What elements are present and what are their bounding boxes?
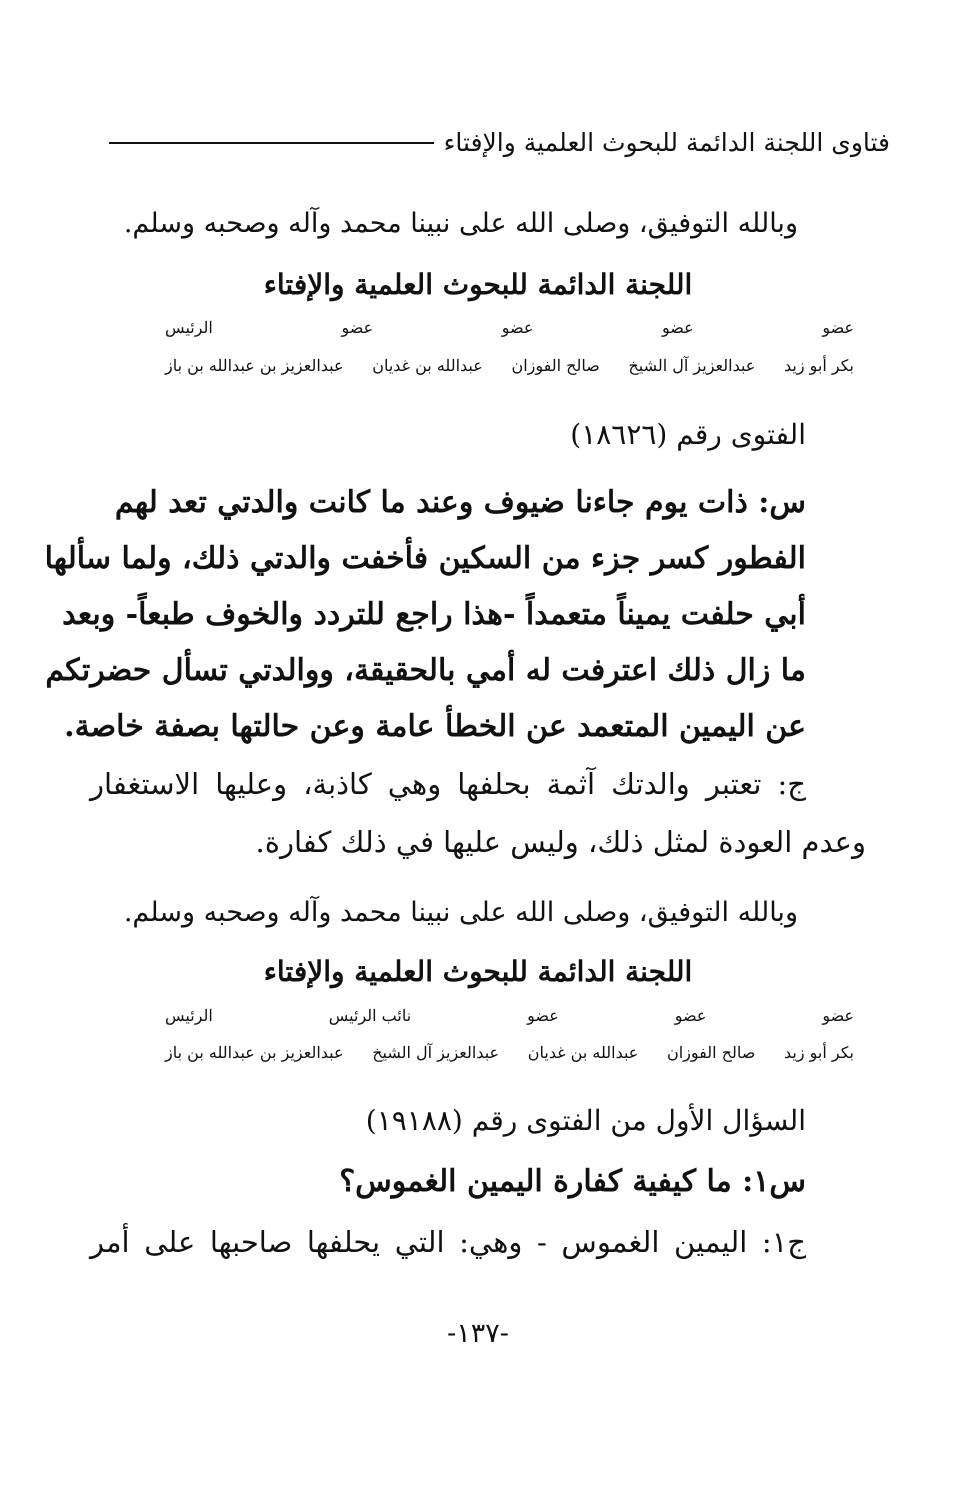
role-label: عضو <box>674 1006 707 1025</box>
signatory-name: بكر أبو زيد <box>783 1043 854 1062</box>
signatory-name: عبدالله بن غديان <box>527 1043 639 1062</box>
signatory-name: صالح الفوزان <box>666 1043 756 1062</box>
fatwa-number: الفتوى رقم (١٨٦٢٦) <box>570 418 806 451</box>
closing-formula: وبالله التوفيق، وصلى الله على نبينا محمد وآله وصحبه وسلم. <box>123 897 798 928</box>
role-label: الرئيس <box>165 1006 213 1025</box>
role-label: عضو <box>527 1006 559 1025</box>
signatory-name: عبدالعزيز آل الشيخ <box>372 1043 500 1062</box>
question-line: س١: ما كيفية كفارة اليمين الغموس؟ <box>339 1164 806 1199</box>
header-title: فتاوى اللجنة الدائمة للبحوث العلمية والإفتاء <box>443 128 890 157</box>
question-line: عن اليمين المتعمد عن الخطأ عامة وعن حالتها بصفة خاصة. <box>64 709 806 744</box>
signatory-roles <box>165 1006 854 1025</box>
closing-formula: وبالله التوفيق، وصلى الله على نبينا محمد وآله وصحبه وسلم. <box>123 208 798 239</box>
role-label: عضو <box>822 1006 854 1025</box>
signatory-name: عبدالله بن غديان <box>372 356 483 375</box>
role-label: عضو <box>662 318 694 337</box>
committee-name: اللجنة الدائمة للبحوث العلمية والإفتاء <box>263 268 693 301</box>
question-line: أبي حلفت يميناً متعمداً -هذا راجع للتردد والخوف طبعاً- وبعد <box>62 597 806 632</box>
fatwa-number: السؤال الأول من الفتوى رقم (١٩١٨٨) <box>365 1104 806 1137</box>
signatory-names <box>165 356 854 375</box>
role-label: نائب الرئيس <box>328 1006 412 1025</box>
answer-line: ج: تعتبر والدتك آثمة بحلفها وهي كاذبة، وعليها الاستغفار <box>90 767 806 801</box>
role-label: عضو <box>822 318 854 337</box>
signatory-name: بكر أبو زيد <box>783 356 854 375</box>
signatory-name: عبدالعزيز بن عبدالله بن باز <box>165 1043 344 1062</box>
question-line: ما زال ذلك اعترفت له أمي بالحقيقة، ووالدتي تسأل حضرتكم <box>45 653 806 688</box>
signatory-name: صالح الفوزان <box>511 356 600 375</box>
header-rule <box>109 142 434 144</box>
role-label: الرئيس <box>165 318 213 337</box>
answer-line: ج١: اليمين الغموس - وهي: التي يحلفها صاحبها على أمر <box>90 1225 806 1259</box>
answer-line: وعدم العودة لمثل ذلك، وليس عليها في ذلك كفارة. <box>255 825 866 859</box>
role-label: عضو <box>341 318 374 337</box>
signatory-name: عبدالعزيز بن عبدالله بن باز <box>165 356 344 375</box>
signatory-names <box>165 1043 854 1062</box>
signatory-name: عبدالعزيز آل الشيخ <box>628 356 756 375</box>
role-label: عضو <box>501 318 534 337</box>
question-line: س: ذات يوم جاءنا ضيوف وعند ما كانت والدتي تعد لهم <box>114 485 806 520</box>
running-header <box>109 128 890 157</box>
question-line: الفطور كسر جزء من السكين فأخفت والدتي ذلك، ولما سألها <box>44 541 806 576</box>
committee-name: اللجنة الدائمة للبحوث العلمية والإفتاء <box>263 955 693 988</box>
page-number: -١٣٧- <box>447 1318 509 1349</box>
signatory-roles <box>165 318 854 337</box>
